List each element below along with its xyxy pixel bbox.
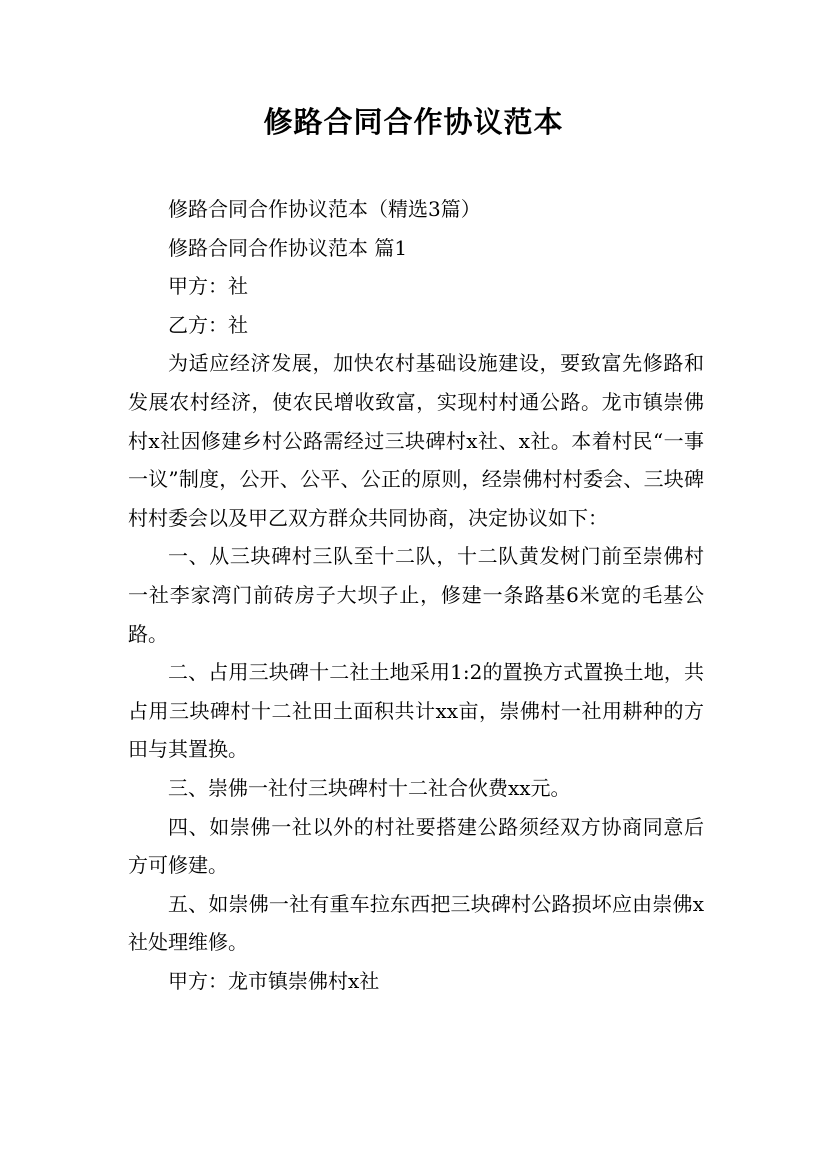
- paragraph-clause-2: 二、占用三块碑十二社土地采用1:2的置换方式置换土地，共占用三块碑村十二社田土面积共计xx亩，崇佛村一社用耕种的方田与其置换。: [128, 660, 704, 762]
- paragraph-clause-5: 五、如崇佛一社有重车拉东西把三块碑村公路损坏应由崇佛x社处理维修。: [128, 891, 704, 955]
- paragraph-preamble: 为适应经济发展，加快农村基础设施建设，要致富先修路和发展农村经济，使农民增收致富，实现村村通公路。龙市镇崇佛村x社因修建乡村公路需经过三块碑村x社、x社。本着村民“一事一议”制度，公开、公平、公正的原则，经崇佛村村委会、三块碑村村委会以及甲乙双方群众共同协商，决定协议如下：: [128, 351, 704, 530]
- paragraph-signature-party-a: 甲方：龙市镇崇佛村x社: [168, 968, 380, 993]
- document-body: [128, 190, 704, 1000]
- paragraph-subtitle: 修路合同合作协议范本（精选3篇）: [168, 197, 481, 221]
- paragraph-section-heading: 修路合同合作协议范本 篇1: [168, 235, 408, 260]
- paragraph-clause-3: 三、崇佛一社付三块碑村十二社合伙费xx元。: [168, 775, 571, 800]
- paragraph-party-b: 乙方：社: [168, 312, 248, 337]
- paragraph-party-a: 甲方：社: [168, 274, 248, 299]
- document-title: 修路合同合作协议范本: [263, 105, 564, 139]
- paragraph-clause-1: 一、从三块碑村三队至十二队，十二队黄发树门前至崇佛村一社李家湾门前砖房子大坝子止，修建一条路基6米宽的毛基公路。: [128, 544, 704, 646]
- paragraph-clause-4: 四、如崇佛一社以外的村社要搭建公路须经双方协商同意后方可修建。: [128, 814, 704, 878]
